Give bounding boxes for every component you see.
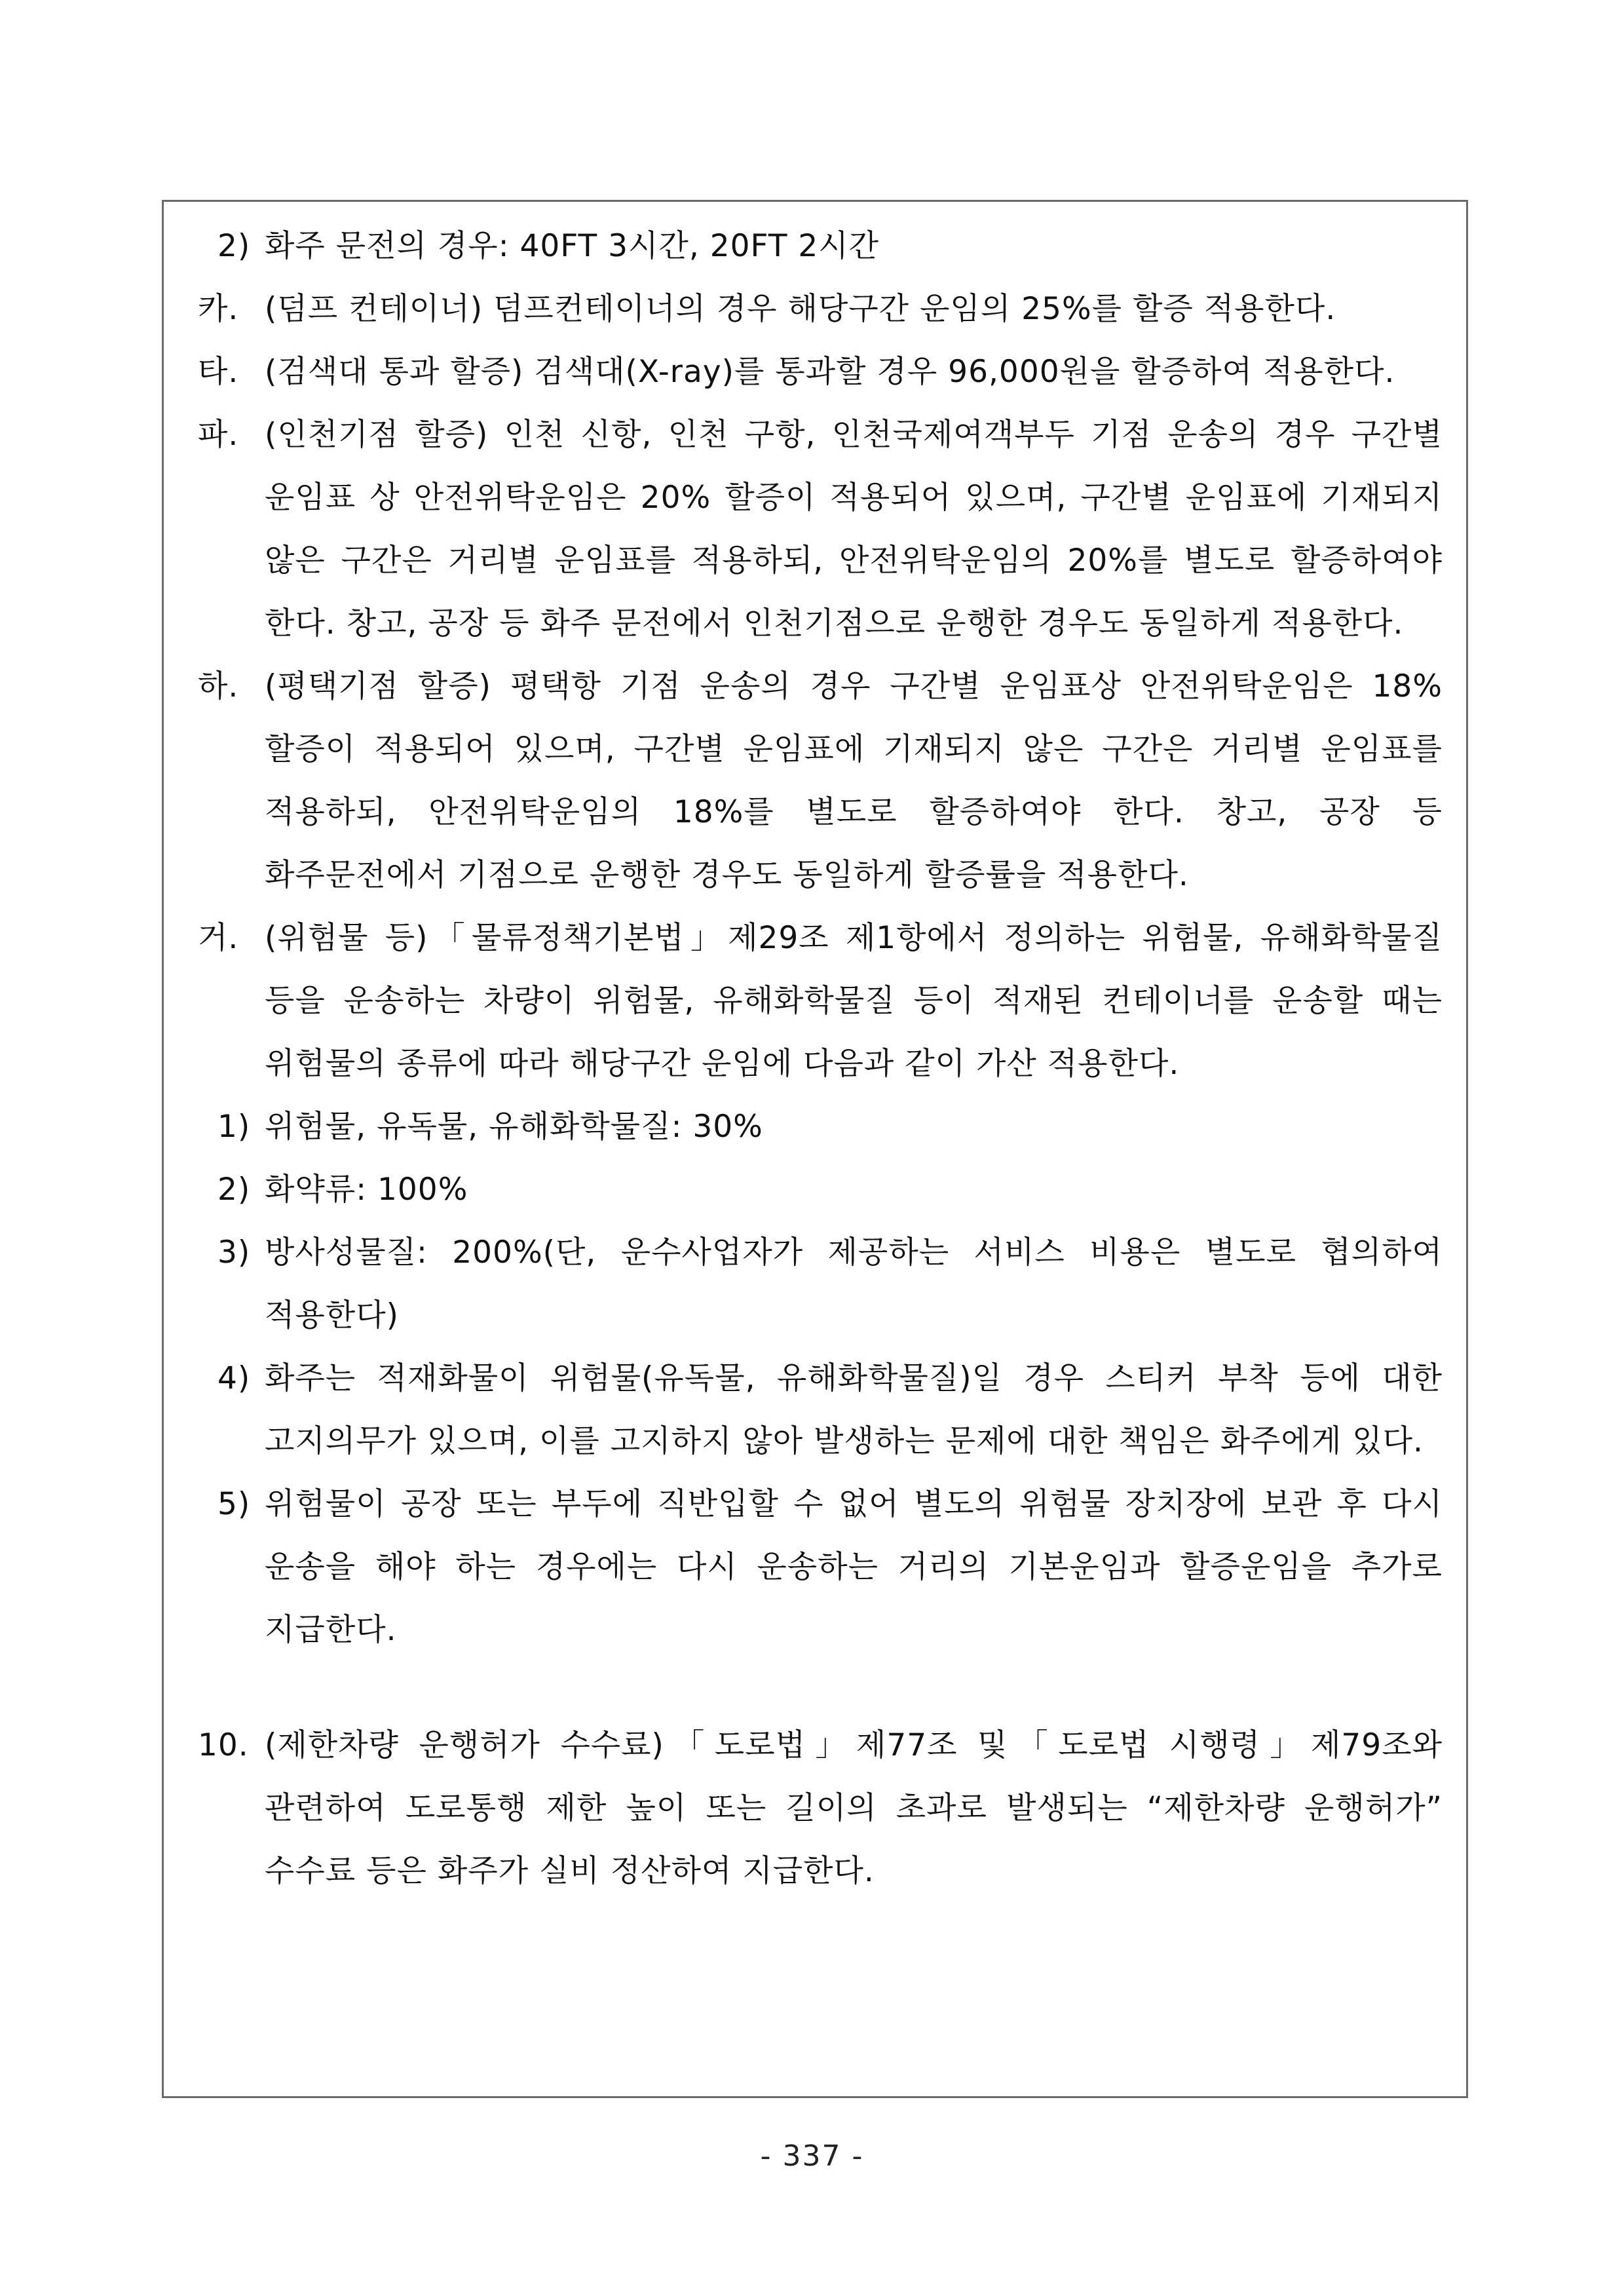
item-text: (검색대 통과 할증) 검색대(X-ray)를 통과할 경우 96,000원을 할증하여 적용한다. <box>265 354 1395 390</box>
item-text: (제한차량 운행허가 수수료)「도로법」제77조 및「도로법 시행령」제79조와 관련하여 도로통행 제한 높이 또는 길이의 초과로 발생되는 “제한차량 운행허가” 수수료 등은 화주가 실비 정산하여 지급한다. <box>265 1727 1443 1889</box>
item-marker: 4) <box>217 1360 251 1396</box>
item-marker: 3) <box>217 1234 251 1271</box>
item-marker: 2) <box>217 1172 251 1208</box>
list-item-main <box>198 404 1443 655</box>
item-marker: 파. <box>198 417 239 453</box>
item-marker: 5) <box>217 1486 251 1522</box>
list-item-sub <box>198 215 1443 278</box>
item-text: (덤프 컨테이너) 덤프컨테이너의 경우 해당구간 운임의 25%를 할증 적용한다. <box>265 291 1336 327</box>
list-item-main <box>198 907 1443 1096</box>
item-text: 방사성물질: 200%(단, 운수사업자가 제공하는 서비스 비용은 별도로 협의하여 적용한다) <box>265 1234 1443 1333</box>
list-item-main <box>198 1714 1443 1903</box>
list-item-sub <box>198 1473 1443 1662</box>
item-text: (인천기점 할증) 인천 신항, 인천 구항, 인천국제여객부두 기점 운송의 경우 구간별 운임표 상 안전위탁운임은 20% 할증이 적용되어 있으며, 구간별 운임표에 기재되지 않은 구간은 거리별 운임표를 적용하되, 안전위탁운임의 20%를 별도로 할증하여야 한다. 창고, 공장 등 화주 문전에서 인천기점으로 운행한 경우도 동일하게 적용한다. <box>265 417 1443 641</box>
item-marker: 2) <box>217 228 251 264</box>
item-marker: 타. <box>198 354 239 390</box>
item-marker: 10. <box>198 1727 249 1763</box>
list-item-sub <box>198 1347 1443 1473</box>
list-item-sub <box>198 1221 1443 1347</box>
item-marker: 카. <box>198 291 239 327</box>
item-text: (평택기점 할증) 평택항 기점 운송의 경우 구간별 운임표상 안전위탁운임은 18% 할증이 적용되어 있으며, 구간별 운임표에 기재되지 않은 구간은 거리별 운임표를 적용하되, 안전위탁운임의 18%를 별도로 할증하여야 한다. 창고, 공장 등 화주문전에서 기점으로 운행한 경우도 동일하게 할증률을 적용한다. <box>265 668 1443 893</box>
item-text: 위험물, 유독물, 유해화학물질: 30% <box>265 1109 763 1145</box>
item-marker: 거. <box>198 920 239 956</box>
list-item-main <box>198 278 1443 341</box>
item-text: 위험물이 공장 또는 부두에 직반입할 수 없어 별도의 위험물 장치장에 보관 후 다시 운송을 해야 하는 경우에는 다시 운송하는 거리의 기본운임과 할증운임을 추가로 지급한다. <box>265 1486 1443 1648</box>
list-item-main <box>198 655 1443 907</box>
item-marker: 하. <box>198 668 239 704</box>
list-item-main <box>198 341 1443 404</box>
item-text: 화약류: 100% <box>265 1172 468 1208</box>
list-item-sub <box>198 1096 1443 1158</box>
document-body <box>198 215 1443 1903</box>
item-text: 화주 문전의 경우: 40FT 3시간, 20FT 2시간 <box>265 228 880 264</box>
item-text: 화주는 적재화물이 위험물(유독물, 유해화학물질)일 경우 스티커 부착 등에 대한 고지의무가 있으며, 이를 고지하지 않아 발생하는 문제에 대한 책임은 화주에게 있다. <box>265 1360 1443 1459</box>
item-text: (위험물 등)「물류정책기본법」제29조 제1항에서 정의하는 위험물, 유해화학물질 등을 운송하는 차량이 위험물, 유해화학물질 등이 적재된 컨테이너를 운송할 때는 위험물의 종류에 따라 해당구간 운임에 다음과 같이 가산 적용한다. <box>265 920 1443 1082</box>
page-number: - 337 - <box>760 2139 864 2173</box>
list-item-sub <box>198 1158 1443 1221</box>
item-marker: 1) <box>217 1109 251 1145</box>
content-frame <box>162 200 1468 2098</box>
section-spacer <box>198 1662 1443 1714</box>
